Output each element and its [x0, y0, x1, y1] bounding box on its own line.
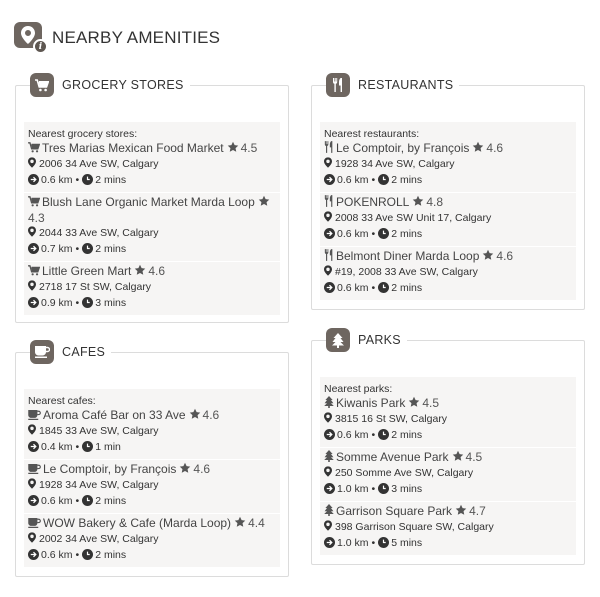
distance: 0.6 km	[41, 174, 73, 186]
travel-time: 2 mins	[95, 174, 127, 186]
tree-icon	[326, 328, 350, 352]
rating-value: 4.6	[193, 462, 211, 476]
list-item[interactable]: Somme Avenue Park 4.5 250 Somme Ave SW, Calgary 1.0 km • 3 mins	[320, 448, 576, 502]
fork-knife-icon	[324, 249, 334, 265]
list-item[interactable]: Le Comptoir, by François 4.6 1928 34 Ave SW, Calgary 0.6 km • 2 mins	[320, 139, 576, 193]
rating-value: 4.5	[465, 450, 483, 464]
place-name: Garrison Square Park	[336, 504, 453, 518]
place-address: 2002 34 Ave SW, Calgary	[39, 533, 159, 545]
coffee-cup-icon	[28, 517, 41, 532]
arrow-circle-icon	[324, 537, 335, 552]
list-item[interactable]: Garrison Square Park 4.7 398 Garrison Square SW, Calgary 1.0 km • 5 mins	[320, 502, 576, 555]
clock-icon	[82, 174, 93, 189]
travel-time: 3 mins	[391, 483, 423, 495]
clock-icon	[82, 549, 93, 564]
distance: 0.4 km	[41, 441, 73, 453]
coffee-cup-icon	[28, 463, 41, 478]
arrow-circle-icon	[324, 429, 335, 444]
fork-knife-icon	[326, 73, 350, 97]
list-item[interactable]: Kiwanis Park 4.5 3815 16 St SW, Calgary 0.6 km • 2 mins	[320, 394, 576, 448]
travel-time: 2 mins	[95, 243, 127, 255]
place-name: Le Comptoir, by François	[43, 462, 177, 476]
cafes-header	[30, 339, 111, 365]
place-name: Tres Marias Mexican Food Market	[42, 141, 224, 155]
arrow-circle-icon	[324, 483, 335, 498]
tree-icon	[324, 450, 334, 466]
coffee-cup-icon	[28, 409, 41, 424]
star-icon	[258, 195, 270, 211]
restaurants-list-intro: Nearest restaurants:	[324, 128, 420, 140]
page-header	[14, 22, 220, 54]
distance: 0.6 km	[337, 282, 369, 294]
clock-icon	[378, 282, 389, 297]
distance: 0.6 km	[337, 228, 369, 240]
place-name: POKENROLL	[336, 195, 410, 209]
restaurants-header	[326, 72, 459, 98]
page-title: NEARBY AMENITIES	[52, 28, 221, 47]
arrow-circle-icon	[28, 495, 39, 510]
tree-icon	[324, 504, 334, 520]
star-icon	[452, 450, 464, 466]
star-icon	[482, 249, 494, 265]
travel-time: 2 mins	[391, 282, 423, 294]
arrow-circle-icon	[28, 297, 39, 312]
distance: 1.0 km	[337, 537, 369, 549]
distance: 0.7 km	[41, 243, 73, 255]
star-icon	[234, 516, 246, 532]
travel-time: 5 mins	[391, 537, 423, 549]
star-icon	[408, 396, 420, 412]
cafes-list-intro: Nearest cafes:	[28, 395, 96, 407]
list-item[interactable]: Blush Lane Organic Market Marda Loop4.3 2044 33 Ave SW, Calgary 0.7 km • 2 mins	[24, 193, 280, 262]
distance: 0.9 km	[41, 297, 73, 309]
arrow-circle-icon	[28, 174, 39, 189]
list-item[interactable]: Tres Marias Mexican Food Market 4.5 2006 34 Ave SW, Calgary 0.6 km • 2 mins	[24, 139, 280, 193]
rating-value: 4.5	[240, 141, 258, 155]
clock-icon	[378, 174, 389, 189]
star-icon	[227, 141, 239, 157]
place-address: 1928 34 Ave SW, Calgary	[335, 158, 455, 170]
clock-icon	[378, 537, 389, 552]
restaurants-card	[311, 78, 585, 310]
parks-list-intro: Nearest parks:	[324, 383, 393, 395]
fork-knife-icon	[324, 195, 334, 211]
clock-icon	[82, 243, 93, 258]
travel-time: 2 mins	[95, 495, 127, 507]
clock-icon	[378, 429, 389, 444]
rating-value: 4.6	[486, 141, 504, 155]
grocery-stores-header	[30, 72, 190, 98]
place-name: Somme Avenue Park	[336, 450, 449, 464]
map-pin-icon	[324, 157, 332, 172]
rating-value: 4.6	[148, 264, 166, 278]
list-item[interactable]: Le Comptoir, by François 4.6 1928 34 Ave SW, Calgary 0.6 km • 2 mins	[24, 460, 280, 514]
map-pin-icon	[324, 412, 332, 427]
map-pin-icon	[324, 466, 332, 481]
map-pin-icon	[28, 280, 36, 295]
rating-value: 4.3	[28, 211, 45, 225]
place-address: 398 Garrison Square SW, Calgary	[335, 521, 494, 533]
place-name: Belmont Diner Marda Loop	[336, 249, 480, 263]
cafes-list	[24, 389, 280, 567]
cart-icon	[28, 265, 40, 280]
cafes-title: CAFES	[62, 345, 106, 359]
parks-title: PARKS	[358, 333, 401, 347]
place-name: Little Green Mart	[42, 264, 132, 278]
travel-time: 2 mins	[391, 228, 423, 240]
place-address: 2006 34 Ave SW, Calgary	[39, 158, 159, 170]
list-item[interactable]: Belmont Diner Marda Loop 4.6 #19, 2008 33 Ave SW, Calgary 0.6 km • 2 mins	[320, 247, 576, 300]
clock-icon	[378, 483, 389, 498]
travel-time: 2 mins	[391, 429, 423, 441]
cart-icon	[28, 142, 40, 157]
clock-icon	[378, 228, 389, 243]
place-address: 2044 33 Ave SW, Calgary	[39, 227, 159, 239]
clock-icon	[82, 297, 93, 312]
grocery-list-intro: Nearest grocery stores:	[28, 128, 138, 140]
grocery-list	[24, 122, 280, 315]
place-address: #19, 2008 33 Ave SW, Calgary	[335, 266, 478, 278]
arrow-circle-icon	[324, 282, 335, 297]
cafes-card	[15, 345, 289, 577]
travel-time: 2 mins	[95, 549, 127, 561]
place-address: 250 Somme Ave SW, Calgary	[335, 467, 474, 479]
cart-icon	[30, 73, 54, 97]
place-name: Blush Lane Organic Market Marda Loop	[42, 195, 255, 209]
map-pin-icon	[28, 157, 36, 172]
place-name: WOW Bakery & Cafe (Marda Loop)	[43, 516, 232, 530]
travel-time: 1 min	[95, 441, 121, 453]
parks-card	[311, 333, 585, 565]
map-pin-info-icon: i	[14, 22, 48, 54]
restaurants-list	[320, 122, 576, 300]
rating-value: 4.4	[248, 516, 265, 530]
place-name: Kiwanis Park	[336, 396, 406, 410]
rating-value: 4.6	[202, 408, 220, 422]
star-icon	[189, 408, 201, 424]
rating-value: 4.6	[496, 249, 514, 263]
star-icon	[134, 264, 146, 280]
map-pin-icon	[28, 226, 36, 241]
parks-header	[326, 327, 407, 353]
arrow-circle-icon	[28, 243, 39, 258]
map-pin-icon	[28, 424, 36, 439]
clock-icon	[82, 495, 93, 510]
rating-value: 4.8	[426, 195, 444, 209]
restaurants-title: RESTAURANTS	[358, 78, 454, 92]
list-item[interactable]: WOW Bakery & Cafe (Marda Loop) 4.4 2002 34 Ave SW, Calgary 0.6 km • 2 mins	[24, 514, 280, 567]
star-icon	[472, 141, 484, 157]
coffee-cup-icon	[30, 340, 54, 364]
cart-icon	[28, 196, 40, 211]
rating-value: 4.7	[469, 504, 486, 518]
place-name: Le Comptoir, by François	[336, 141, 470, 155]
tree-icon	[324, 396, 334, 412]
map-pin-icon	[324, 520, 332, 535]
map-pin-icon	[324, 211, 332, 226]
place-address: 1928 34 Ave SW, Calgary	[39, 479, 159, 491]
map-pin-icon	[324, 265, 332, 280]
arrow-circle-icon	[324, 228, 335, 243]
place-address: 1845 33 Ave SW, Calgary	[39, 425, 159, 437]
map-pin-icon	[28, 532, 36, 547]
clock-icon	[82, 441, 93, 456]
list-item[interactable]: Little Green Mart 4.6 2718 17 St SW, Calgary 0.9 km • 3 mins	[24, 262, 280, 315]
list-item[interactable]: Aroma Café Bar on 33 Ave 4.6 1845 33 Ave SW, Calgary 0.4 km • 1 min	[24, 406, 280, 460]
place-name: Aroma Café Bar on 33 Ave	[43, 408, 186, 422]
place-address: 2008 33 Ave SW Unit 17, Calgary	[335, 212, 492, 224]
distance: 0.6 km	[41, 549, 73, 561]
star-icon	[412, 195, 424, 211]
parks-list	[320, 377, 576, 555]
star-icon	[455, 504, 467, 520]
distance: 1.0 km	[337, 483, 369, 495]
arrow-circle-icon	[28, 549, 39, 564]
arrow-circle-icon	[324, 174, 335, 189]
place-address: 3815 16 St SW, Calgary	[335, 413, 448, 425]
distance: 0.6 km	[337, 174, 369, 186]
distance: 0.6 km	[41, 495, 73, 507]
list-item[interactable]: POKENROLL 4.8 2008 33 Ave SW Unit 17, Calgary 0.6 km • 2 mins	[320, 193, 576, 247]
rating-value: 4.5	[422, 396, 440, 410]
travel-time: 2 mins	[391, 174, 423, 186]
star-icon	[179, 462, 191, 478]
fork-knife-icon	[324, 141, 334, 157]
arrow-circle-icon	[28, 441, 39, 456]
grocery-stores-card	[15, 78, 289, 323]
map-pin-icon	[28, 478, 36, 493]
grocery-stores-title: GROCERY STORES	[62, 78, 184, 92]
place-address: 2718 17 St SW, Calgary	[39, 281, 152, 293]
distance: 0.6 km	[337, 429, 369, 441]
travel-time: 3 mins	[95, 297, 127, 309]
